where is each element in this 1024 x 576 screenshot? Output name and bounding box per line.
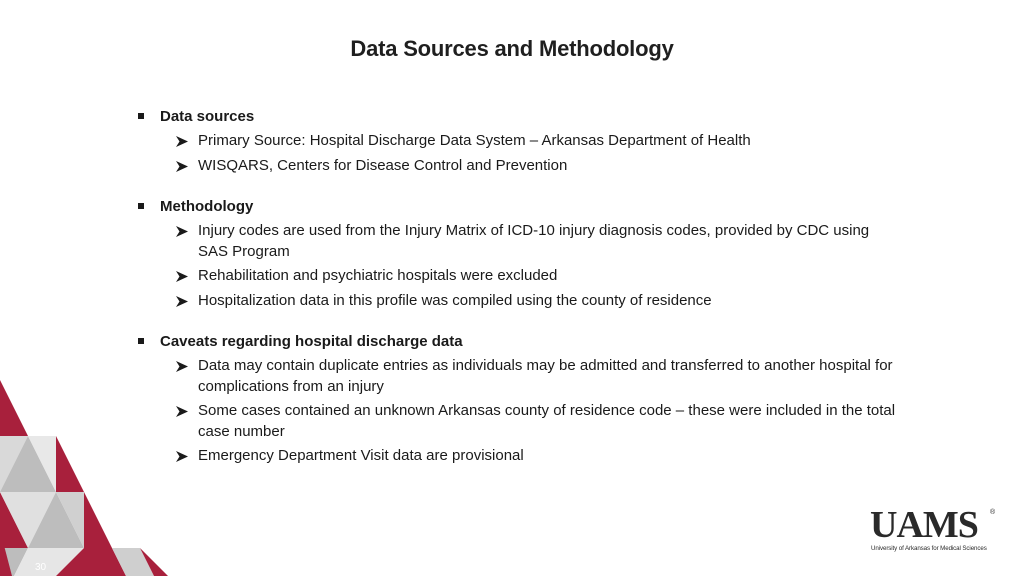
square-bullet-icon <box>138 113 144 119</box>
logo-subtitle: University of Arkansas for Medical Sciences <box>871 545 987 552</box>
logo-wordmark: UAMS <box>870 504 978 546</box>
list-item: Rehabilitation and psychiatric hospitals were excluded <box>176 266 896 287</box>
list-item: Injury codes are used from the Injury Matrix of ICD-10 injury diagnosis codes, provided by CDC using SAS Program <box>176 221 896 262</box>
uams-logo <box>866 505 996 555</box>
arrow-bullet-icon <box>176 446 198 462</box>
list-item: Some cases contained an unknown Arkansas county of residence code – these were included in the total case number <box>176 401 896 442</box>
registered-mark: ® <box>990 509 996 516</box>
square-bullet-icon <box>138 203 144 209</box>
slide-number: 30 <box>35 562 47 573</box>
list-item: Data may contain duplicate entries as individuals may be admitted and transferred to another hospital for complications from an injury <box>176 356 896 397</box>
slide-title: Data Sources and Methodology <box>350 36 674 61</box>
list-item: Emergency Department Visit data are provisional <box>176 446 896 467</box>
list-item: Hospitalization data in this profile was compiled using the county of residence <box>176 291 896 312</box>
square-bullet-icon <box>138 338 144 344</box>
section-heading: Data sources <box>160 108 255 125</box>
section-heading: Methodology <box>160 198 254 215</box>
arrow-bullet-icon <box>176 356 198 372</box>
section-data-sources <box>136 107 896 176</box>
slide-body <box>136 107 896 488</box>
arrow-bullet-icon <box>176 221 198 237</box>
arrow-bullet-icon <box>176 131 198 147</box>
arrow-bullet-icon <box>176 401 198 417</box>
list-item: WISQARS, Centers for Disease Control and Prevention <box>176 156 896 177</box>
section-caveats <box>136 332 896 467</box>
decorative-triangle-mosaic <box>0 380 170 576</box>
list-item: Primary Source: Hospital Discharge Data System – Arkansas Department of Health <box>176 131 896 152</box>
arrow-bullet-icon <box>176 266 198 282</box>
arrow-bullet-icon <box>176 156 198 172</box>
arrow-bullet-icon <box>176 291 198 307</box>
section-heading: Caveats regarding hospital discharge data <box>160 333 463 350</box>
section-methodology <box>136 197 896 311</box>
